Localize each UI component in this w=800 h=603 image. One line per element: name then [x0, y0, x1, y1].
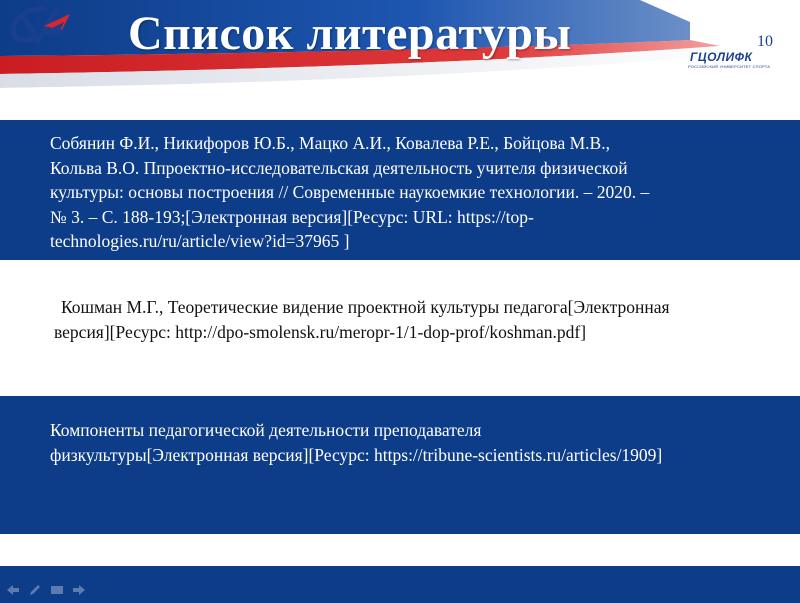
logo-text: ГЦОЛИФК	[690, 50, 753, 64]
forward-icon[interactable]	[72, 584, 86, 596]
reference-line: Компоненты педагогической деятельности преподавателя	[50, 420, 482, 440]
reference-1	[50, 131, 750, 254]
logo-subtext: РОССИЙСКИЙ УНИВЕРСИТЕТ СПОРТА	[688, 64, 771, 69]
reference-line: Собянин Ф.И., Никифоров Ю.Б., Мацко А.И., Ковалева Р.Е., Бойцова М.В.,	[50, 133, 610, 153]
slide-navigation	[6, 583, 86, 597]
slide-title: Список литературы	[128, 7, 572, 60]
reference-2	[54, 295, 784, 344]
reference-line: technologies.ru/ru/article/view?id=37965 ]	[50, 231, 350, 251]
reference-line: Кольва В.О. Ппроектно-исследовательская деятельность учителя физической	[50, 157, 628, 178]
back-icon[interactable]	[6, 584, 20, 596]
reference-line: физкультуры[Электронная версия][Ресурс: https://tribune-scientists.ru/articles/1909]	[50, 444, 663, 465]
menu-icon[interactable]	[50, 584, 64, 596]
university-logo-icon	[0, 0, 72, 62]
reference-line: Кошман М.Г., Теоретические видение проектной культуры педагога[Электронная	[61, 297, 670, 317]
pen-icon[interactable]	[28, 584, 42, 596]
slide-header	[0, 0, 800, 92]
reference-line: культуры: основы построения // Современные наукоемкие технологии. – 2020. –	[50, 182, 650, 202]
slide-number: 10	[757, 33, 773, 50]
reference-line: № 3. – С. 188-193;[Электронная версия][Ресурс: URL: https://top-	[50, 206, 534, 227]
reference-line: версия][Ресурс: http://dpo-smolensk.ru/meropr-1/1-dop-prof/koshman.pdf]	[54, 321, 587, 342]
reference-3	[50, 418, 770, 467]
footer-band	[0, 566, 800, 603]
